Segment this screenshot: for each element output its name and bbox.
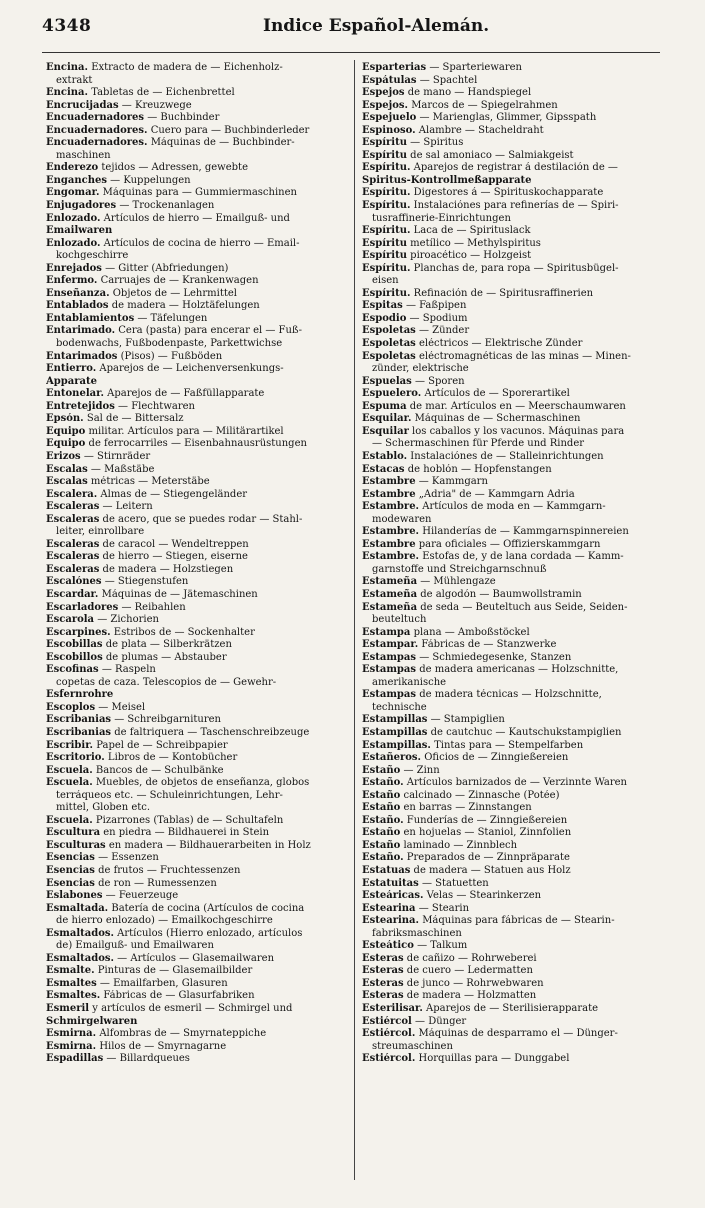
index-entry: Escritorio. Libros de — Kontobücher [46,752,238,764]
index-entry: Esparterias — Sparteriewaren [362,62,523,73]
index-entry: Estampas de madera técnicas — Holzschnitte, [362,689,602,701]
index-entry: Escobillos de plumas — Abstauber [46,651,227,663]
page-header [0,6,705,42]
index-entry: Escoplos — Meisel [46,701,146,713]
index-entry: Estaño calcinado — Zinnasche (Potée) [362,789,560,801]
index-entry: de) Emailguß- und Emailwaren [56,940,214,952]
index-entry: Encina. Tabletas de — Eichenbrettel [46,87,235,99]
index-entry: Esteras de cuero — Ledermatten [362,965,533,977]
index-entry: Enganches — Kuppelungen [46,174,191,186]
index-entry: tusraffinerie-Einrichtungen [372,212,511,224]
index-entry: Equipo militar. Artículos para — Militärartikel [46,425,284,437]
index-entry: eisen [372,275,399,287]
index-entry: Escaleras — Leitern [46,501,153,513]
header-rule [42,52,660,53]
index-entry: Estaño — Zinn [362,764,440,776]
index-entry: Schmirgelwaren [46,1015,138,1027]
index-entry: Escarola — Zichorien [46,614,159,626]
index-entry: Epsón. Sal de — Bittersalz [46,413,184,425]
index-entry: Espoletas eléctromagnéticas de las minas — Minen- [362,350,631,362]
index-entry: Esteático — Talkum [362,940,468,952]
index-entry: Enlozado. Artículos de hierro — Emailguß- und [46,212,290,224]
index-entry: Espíritu de sal amoniaco — Salmiakgeist [362,149,574,161]
index-entry: Estaño. Funderías de — Zinngießereien [362,814,568,826]
index-entry: mittel, Globen etc. [56,802,151,814]
index-entry: Escalas — Maßstäbe [46,463,155,475]
index-entry: Estambre. Hilanderías de — Kammgarnspinnereien [362,526,629,538]
index-entry: Estameña — Mühlengaze [362,576,496,588]
index-entry: bodenwachs, Fußbodenpaste, Parkettwichse [56,338,283,350]
index-entry: beuteltuch [372,614,427,626]
index-entry: Escribanias — Schreibgarnituren [46,714,221,726]
index-entry: Estaño laminado — Zinnblech [362,839,518,851]
index-entry: Espinoso. Alambre — Stacheldraht [362,124,544,136]
index-entry: Escofinas — Raspeln [46,664,156,676]
column-divider [354,60,355,1180]
index-entry: fabriksmaschinen [372,927,462,939]
index-entry: modewaren [372,513,432,525]
index-entry: Esteras de junco — Rohrwebwaren [362,977,544,989]
index-entry: Espuelas — Sporen [362,375,465,387]
index-entry: Esmirna. Hilos de — Smyrnagarne [46,1040,227,1052]
index-entry: Espuma de mar. Artículos en — Meerschaumwaren [362,400,626,412]
index-entry: Estampillas. Tintas para — Stempelfarben [362,739,584,751]
index-entry: Esencias — Essenzen [46,852,159,864]
index-entry: Esteras de cañizo — Rohrweberei [362,952,537,964]
index-entry: Engomar. Máquinas para — Gummiermaschinen [46,187,297,199]
index-entry: Escuela. Pizarrones (Tablas) de — Schultafeln [46,814,284,826]
index-entry: Escalera. Almas de — Stiegengeländer [46,488,248,500]
index-entry: Escalónes — Stiegenstufen [46,576,189,588]
index-entry: Encuadernadores. Cuero para — Buchbinderleder [46,124,310,136]
index-entry: Esmaltados. — Artículos — Glasemailwaren [46,952,275,964]
index-entry: Esculturas en madera — Bildhauerarbeiten in Holz [46,839,311,851]
index-entry: Espíritu. Planchas de, para ropa — Spiritusbügel- [362,262,619,274]
index-entry: Estampa plana — Amboßstöckel [362,626,530,638]
index-entry: Enlozado. Artículos de cocina de hierro — Email- [46,237,300,249]
index-entry: Estañeros. Oficios de — Zinngießereien [362,752,569,764]
index-entry: Escultura en piedra — Bildhauerei in Stein [46,827,270,839]
index-entry: Esmaltes. Fábricas de — Glasurfabriken [46,990,255,1002]
index-entry: Escobillas de plata — Silberkrätzen [46,639,232,651]
index-entry: Espejos. Marcos de — Spiegelrahmen [362,99,558,111]
index-entry: Eslabones — Feuerzeuge [46,890,179,902]
index-entry: Apparate [46,375,97,387]
index-entry: garnstoffe und Streichgarnschnuß [372,563,547,575]
index-entry: Espíritu. Aparejos de registrar á destilación de — [362,162,618,174]
index-entry: Estaño en barras — Zinnstangen [362,802,532,814]
index-entry: Estatuitas — Statuetten [362,877,489,889]
index-entry: Estaño. Artículos barnizados de — Verzinnte Waren [362,777,627,789]
index-entry: Enseñanza. Objetos de — Lehrmittel [46,287,237,299]
index-entry: — Schermaschinen für Pferde und Rinder [372,438,585,450]
index-entry: Espadillas — Billardqueues [46,1053,190,1065]
index-entry: Escalas métricas — Meterstäbe [46,476,210,488]
index-entry: Espíritu. Refinación de — Spiritusraffinerien [362,287,594,299]
index-entry: Escribir. Papel de — Schreibpapier [46,739,228,751]
index-entry: de hierro enlozado) — Emailkochgeschirre [56,915,273,927]
index-entry: Entablados de madera — Holztäfelungen [46,300,260,312]
index-entry: Esterilisar. Aparejos de — Sterilisierapparate [362,1003,599,1015]
index-entry: technische [372,701,427,713]
index-entry: Estampas de madera americanas — Holzschnitte, [362,664,619,676]
index-entry: Spiritus-Kontrollmeßapparate [362,174,532,186]
index-entry: Encrucijadas — Kreuzwege [46,99,192,111]
index-entry: Espíritu. Laca de — Spirituslack [362,225,531,237]
index-entry: Estearina. Máquinas para fábricas de — Stearin- [362,915,615,927]
index-entry: Encuadernadores — Buchbinder [46,112,220,124]
index-entry: Escribanias de faltriquera — Taschenschreibzeuge [46,726,310,738]
index-entry: Esfernrohre [46,689,114,701]
index-entry: extrakt [56,74,93,86]
index-entry: Equipo de ferrocarriles — Eisenbahnausrüstungen [46,438,307,450]
index-entry: Estambre „Adria" de — Kammgarn Adria [362,488,575,500]
index-entry: Esencias de frutos — Fruchtessenzen [46,865,241,876]
index-entry: Esmalte. Pinturas de — Glasemailbilder [46,965,253,977]
index-entry: Espíritu. Instalaciónes para refinerías de — Spiri- [362,200,619,212]
index-entry: Espíritu metílico — Methylspiritus [362,237,541,249]
index-entry: Entablamientos — Täfelungen [46,312,208,324]
index-entry: Estacas de hoblón — Hopfenstangen [362,463,552,475]
index-entry: Espuelero. Artículos de — Sporerartikel [362,388,570,400]
index-entry: Estatuas de madera — Statuen aus Holz [362,865,571,876]
index-entry: amerikanische [372,676,447,688]
index-entry: Esencias de ron — Rumessenzen [46,877,217,889]
index-entry: Espátulas — Spachtel [362,74,478,86]
index-entry: leiter, einrollbare [56,526,145,538]
index-entry: Esteáricas. Velas — Stearinkerzen [362,890,542,902]
index-entry: Estiércol. Máquinas de desparramo el — Dünger- [362,1028,618,1040]
index-entry: Entonelar. Aparejos de — Faßfüllapparate [46,388,265,400]
index-entry: Escarladores — Reibahlen [46,601,186,613]
index-entry: Espitas — Faßpipen [362,300,467,312]
index-entry: streumaschinen [372,1040,453,1052]
index-entry: Enrejados — Gitter (Abfriedungen) [46,262,229,274]
index-entry: Enfermo. Carruajes de — Krankenwagen [46,275,259,287]
index-entry: Escuela. Muebles, de objetos de enseñanza, globos [46,777,310,789]
index-entry: Estambre — Kammgarn [362,476,488,488]
index-entry: Estiércol. Horquillas para — Dunggabel [362,1053,570,1065]
index-entry: Estampar. Fábricas de — Stanzwerke [362,639,557,651]
index-entry: Esmeril y artículos de esmeril — Schmirgel und [46,1003,293,1015]
index-entry: Escaleras de acero, que se puedes rodar — Stahl- [46,513,303,525]
index-entry: Estiércol — Dünger [362,1015,467,1027]
index-entry: Establo. Instalaciónes de — Stalleinrichtungen [362,450,604,462]
index-entry: Esteras de madera — Holzmatten [362,990,537,1002]
index-entry: Espíritu. Digestores á — Spirituskochapparate [362,187,604,199]
index-entry: copetas de caza. Telescopios de — Gewehr- [56,676,277,688]
index-entry: kochgeschirre [56,250,129,262]
index-entry: Entierro. Aparejos de — Leichenversenkungs- [46,363,284,375]
index-entry: Esmaltada. Batería de cocina (Artículos de cocina [46,902,305,914]
index-entry: Escarpines. Estribos de — Sockenhalter [46,626,255,638]
index-entry: Esmirna. Alfombras de — Smyrnateppiche [46,1028,267,1040]
index-entry: Encuadernadores. Máquinas de — Buchbinder- [46,137,295,149]
index-entry: Entretejidos — Flechtwaren [46,400,195,412]
index-entry: Esmaltes — Emailfarben, Glasuren [46,977,228,989]
index-entry: Enjugadores — Trockenanlagen [46,200,215,212]
index-entry: terráqueos etc. — Schuleinrichtungen, Lehr- [56,789,283,801]
index-entry: Estambre. Artículos de moda en — Kammgarn- [362,501,606,513]
index-entry: Estearina — Stearin [362,902,470,914]
index-entry: Erizos — Stirnräder [46,450,151,462]
index-entry: Esmaltados. Artículos (Hierro enlozado, artículos [46,927,303,939]
index-entry: Emailwaren [46,225,113,237]
index-entry: Estampillas — Stampiglien [362,714,505,726]
index-entry: Esquilar. Máquinas de — Schermaschinen [362,413,581,425]
index-entry: Escaleras de madera — Holzstiegen [46,563,234,575]
index-entry: Escardar. Máquinas de — Jätemaschinen [46,588,258,600]
right-column [362,62,668,1066]
index-entry: Encina. Extracto de madera de — Eichenholz- [46,62,283,73]
index-entry: Escuela. Bancos de — Schulbänke [46,764,224,776]
index-entry: Entarimados (Pisos) — Fußböden [46,350,223,362]
index-entry: Enderezo tejidos — Adressen, gewebte [46,162,248,174]
index-entry: Espodio — Spodium [362,312,468,324]
index-entry: Estambre para oficiales — Offizierskammgarn [362,538,601,550]
index-entry: Estambre. Estofas de, y de lana cordada — Kamm- [362,551,624,563]
index-entry: Escaleras de hierro — Stiegen, eiserne [46,551,248,563]
page-title: Indice Español-Alemán. [263,16,490,36]
index-entry: Espejuelo — Marienglas, Glimmer, Gipsspath [362,112,597,124]
index-entry: Estameña de seda — Beuteltuch aus Seide, Seiden- [362,601,628,613]
index-entry: Espoletas — Zünder [362,325,470,337]
index-entry: zünder, elektrische [372,363,469,375]
index-entry: Estaño en hojuelas — Staniol, Zinnfolien [362,827,572,839]
page-number: 4348 [42,16,92,36]
index-entry: Espíritu piroacético — Holzgeist [362,250,532,262]
left-column [46,62,352,1066]
index-entry: Espoletas eléctricos — Elektrische Zünder [362,338,583,350]
index-entry: Espejos de mano — Handspiegel [362,87,532,99]
index-entry: Estaño. Preparados de — Zinnpräparate [362,852,570,864]
index-entry: Escaleras de caracol — Wendeltreppen [46,538,249,550]
index-entry: maschinen [56,149,111,161]
index-entry: Estampas — Schmiedegesenke, Stanzen [362,651,572,663]
index-entry: Estameña de algodón — Baumwollstramin [362,588,582,600]
index-entry: Estampillas de cautchuc — Kautschukstampiglien [362,726,622,738]
index-entry: Espíritu — Spiritus [362,137,464,149]
index-entry: Esquilar los caballos y los vacunos. Máquinas para [362,425,625,437]
index-entry: Entarimado. Cera (pasta) para encerar el — Fuß- [46,325,302,337]
